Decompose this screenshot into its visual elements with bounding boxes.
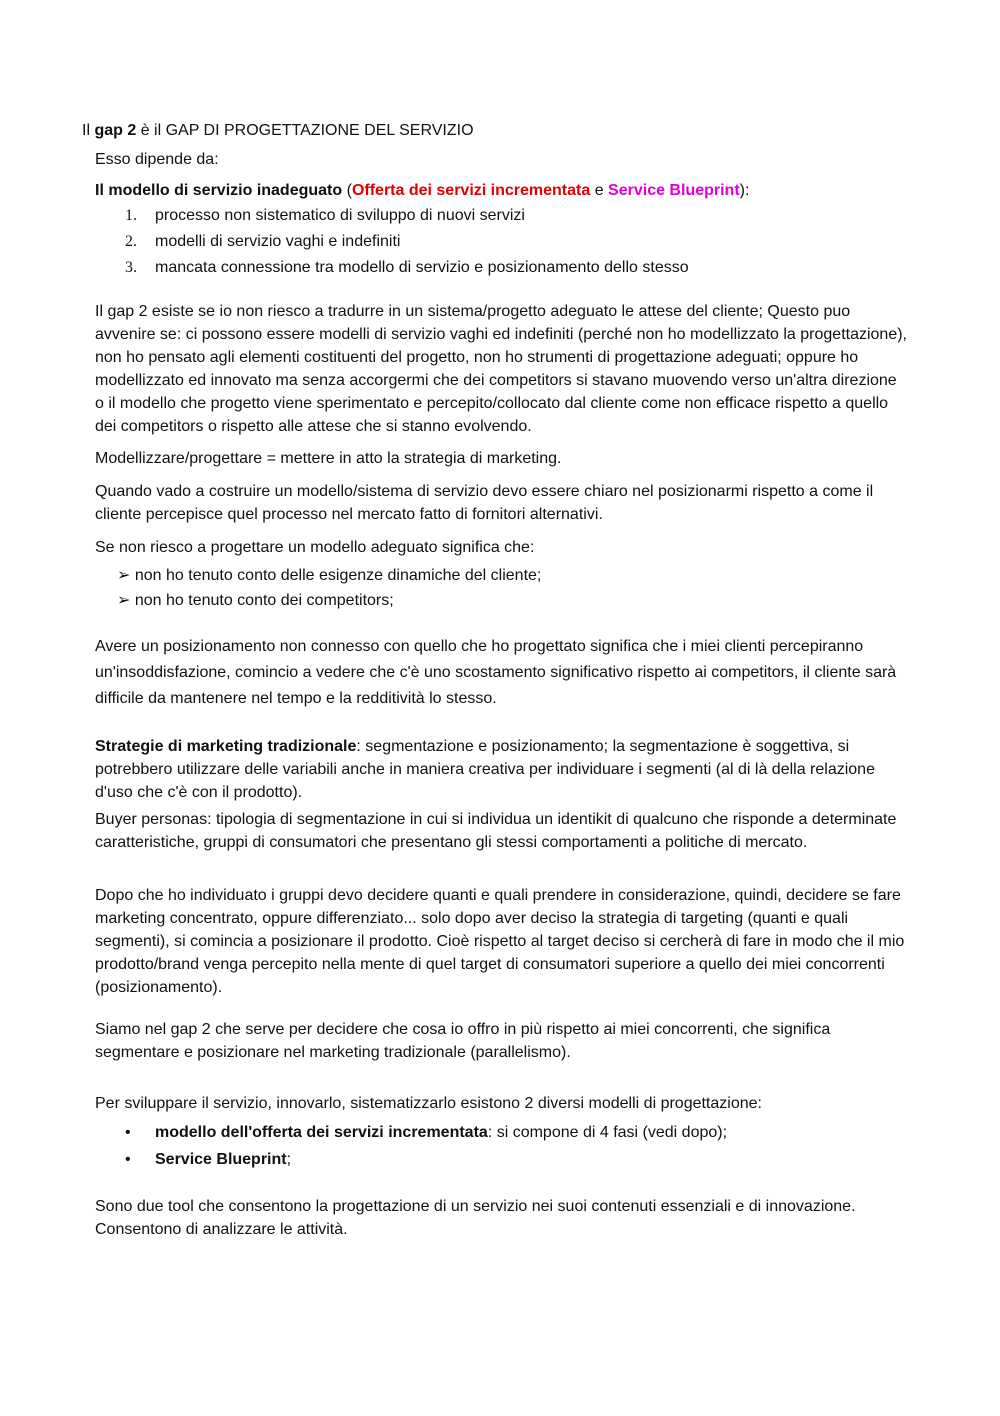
paragraph-tool: Sono due tool che consentono la progettazione di un servizio nei suoi contenuti essenziali e di innovazione. Consentono di analizzare le attività. bbox=[95, 1198, 856, 1238]
numbered-item bbox=[125, 255, 689, 281]
paragraph-posizionamento: Avere un posizionamento non connesso con quello che ho progettato significa che i miei clienti percepiranno un'insoddisfazione, comincio a vedere che c'è uno scostamento significativo rispetto ai competitors, il cliente sarà difficile da mantenere nel tempo e la redditività lo stesso. bbox=[95, 638, 897, 707]
model-conjunction: e bbox=[590, 182, 609, 199]
title-suffix: è il GAP DI PROGETTAZIONE DEL SERVIZIO bbox=[136, 122, 474, 139]
arrow-item bbox=[117, 588, 541, 613]
numbered-list bbox=[125, 203, 689, 281]
bullet-item bbox=[125, 1146, 727, 1173]
paragraph-siamo-nel-gap: Siamo nel gap 2 che serve per decidere che cosa io offro in più rispetto ai miei concorrenti, che significa segmentare e posizionare nel marketing tradizionale (parallelismo). bbox=[95, 1021, 831, 1061]
paragraph-targeting: Dopo che ho individuato i gruppi devo decidere quanti e quali prendere in considerazione, quindi, decidere se fare marketing concentrato, oppure differenziato... solo dopo aver deciso la strategia di targeting (quanti e quali segmenti), si comincia a posizionare il prodotto. Cioè rispetto al target deciso si cercherà di fare in modo che il mio prodotto/brand venga percepito nella mente di quel target di consumatori superiore a quello dei miei concorrenti (posizionamento). bbox=[95, 887, 905, 996]
paragraph-quando: Quando vado a costruire un modello/sistema di servizio devo essere chiaro nel posizionarmi rispetto a come il cliente percepisce quel processo nel mercato fatto di fornitori alternativi. bbox=[95, 483, 874, 523]
bullet-text: : si compone di 4 fasi (vedi dopo); bbox=[487, 1124, 728, 1141]
paragraph-gap2-explanation: Il gap 2 esiste se io non riesco a tradurre in un sistema/progetto adeguato le attese del cliente; Questo puo avvenire se: ci possono essere modelli di servizio vaghi ed indefiniti (perché non ho modellizzato la progettazione), non ho pensato agli elementi costituenti del progetto, non ho strumenti di progettazione adeguati; oppure ho modellizzato ed innovato ma senza accorgermi che dei competitors si stavano muovendo verso un'altra direzione o il modello che progetto viene sperimentato e percepito/collocato dal cliente come non efficace rispetto a quello dei competitors o rispetto alle attese che si stanno evolvendo. bbox=[95, 303, 907, 435]
item-number: 1. bbox=[125, 207, 137, 224]
model-magenta-term: Service Blueprint bbox=[608, 182, 740, 199]
numbered-item bbox=[125, 229, 689, 255]
model-red-term: Offerta dei servizi incrementata bbox=[351, 182, 591, 199]
title-prefix: Il bbox=[82, 122, 95, 139]
depends-line: Esso dipende da: bbox=[95, 151, 219, 168]
bullet-dot-icon: • bbox=[125, 1124, 131, 1141]
arrow-bullet-icon: ➢ bbox=[117, 567, 131, 584]
bullet-list bbox=[125, 1119, 727, 1173]
bullet-item bbox=[125, 1119, 727, 1146]
item-text: mancata connessione tra modello di servizio e posizionamento dello stesso bbox=[155, 259, 689, 276]
strategie-text: : segmentazione e posizionamento; la segmentazione è soggettiva, si potrebbero utilizzare delle variabili anche in maniera creativa per individuare i segmenti (al di là della relazione d'uso che c'è con il prodotto). bbox=[95, 738, 875, 801]
item-number: 3. bbox=[125, 259, 137, 276]
title-gap-bold: gap 2 bbox=[94, 122, 137, 139]
bullet-dot-icon: • bbox=[125, 1151, 131, 1168]
paragraph-strategie bbox=[95, 735, 907, 804]
model-open-paren: ( bbox=[342, 182, 352, 199]
paragraph-buyer-personas: Buyer personas: tipologia di segmentazione in cui si individua un identikit di qualcuno che risponde a determinate caratteristiche, gruppi di consumatori che presentano gli stessi comportamenti a politiche di mercato. bbox=[95, 811, 897, 851]
item-text: processo non sistematico di sviluppo di nuovi servizi bbox=[155, 207, 525, 224]
item-text: modelli di servizio vaghi e indefiniti bbox=[155, 233, 401, 250]
bullet-text: ; bbox=[286, 1151, 292, 1168]
numbered-item bbox=[125, 203, 689, 229]
paragraph-se-non-riesco: Se non riesco a progettare un modello adeguato significa che: bbox=[95, 539, 535, 556]
paragraph-per-sviluppare: Per sviluppare il servizio, innovarlo, sistematizzarlo esistono 2 diversi modelli di progettazione: bbox=[95, 1095, 762, 1112]
bullet-bold: modello dell'offerta dei servizi incrementata bbox=[155, 1124, 488, 1141]
item-number: 2. bbox=[125, 233, 137, 250]
model-close-paren: ): bbox=[739, 182, 750, 199]
arrow-item-text: non ho tenuto conto delle esigenze dinamiche del cliente; bbox=[134, 567, 542, 584]
strategie-bold: Strategie di marketing tradizionale bbox=[95, 738, 357, 755]
arrow-item-text: non ho tenuto conto dei competitors; bbox=[134, 592, 394, 609]
arrow-list bbox=[117, 563, 541, 613]
arrow-item bbox=[117, 563, 541, 588]
bullet-bold: Service Blueprint bbox=[155, 1151, 287, 1168]
model-line bbox=[95, 179, 907, 202]
gap-title-line bbox=[82, 119, 894, 142]
arrow-bullet-icon: ➢ bbox=[117, 592, 131, 609]
paragraph-modellizzare: Modellizzare/progettare = mettere in atto la strategia di marketing. bbox=[95, 450, 562, 467]
model-bold: Il modello di servizio inadeguato bbox=[95, 182, 343, 199]
